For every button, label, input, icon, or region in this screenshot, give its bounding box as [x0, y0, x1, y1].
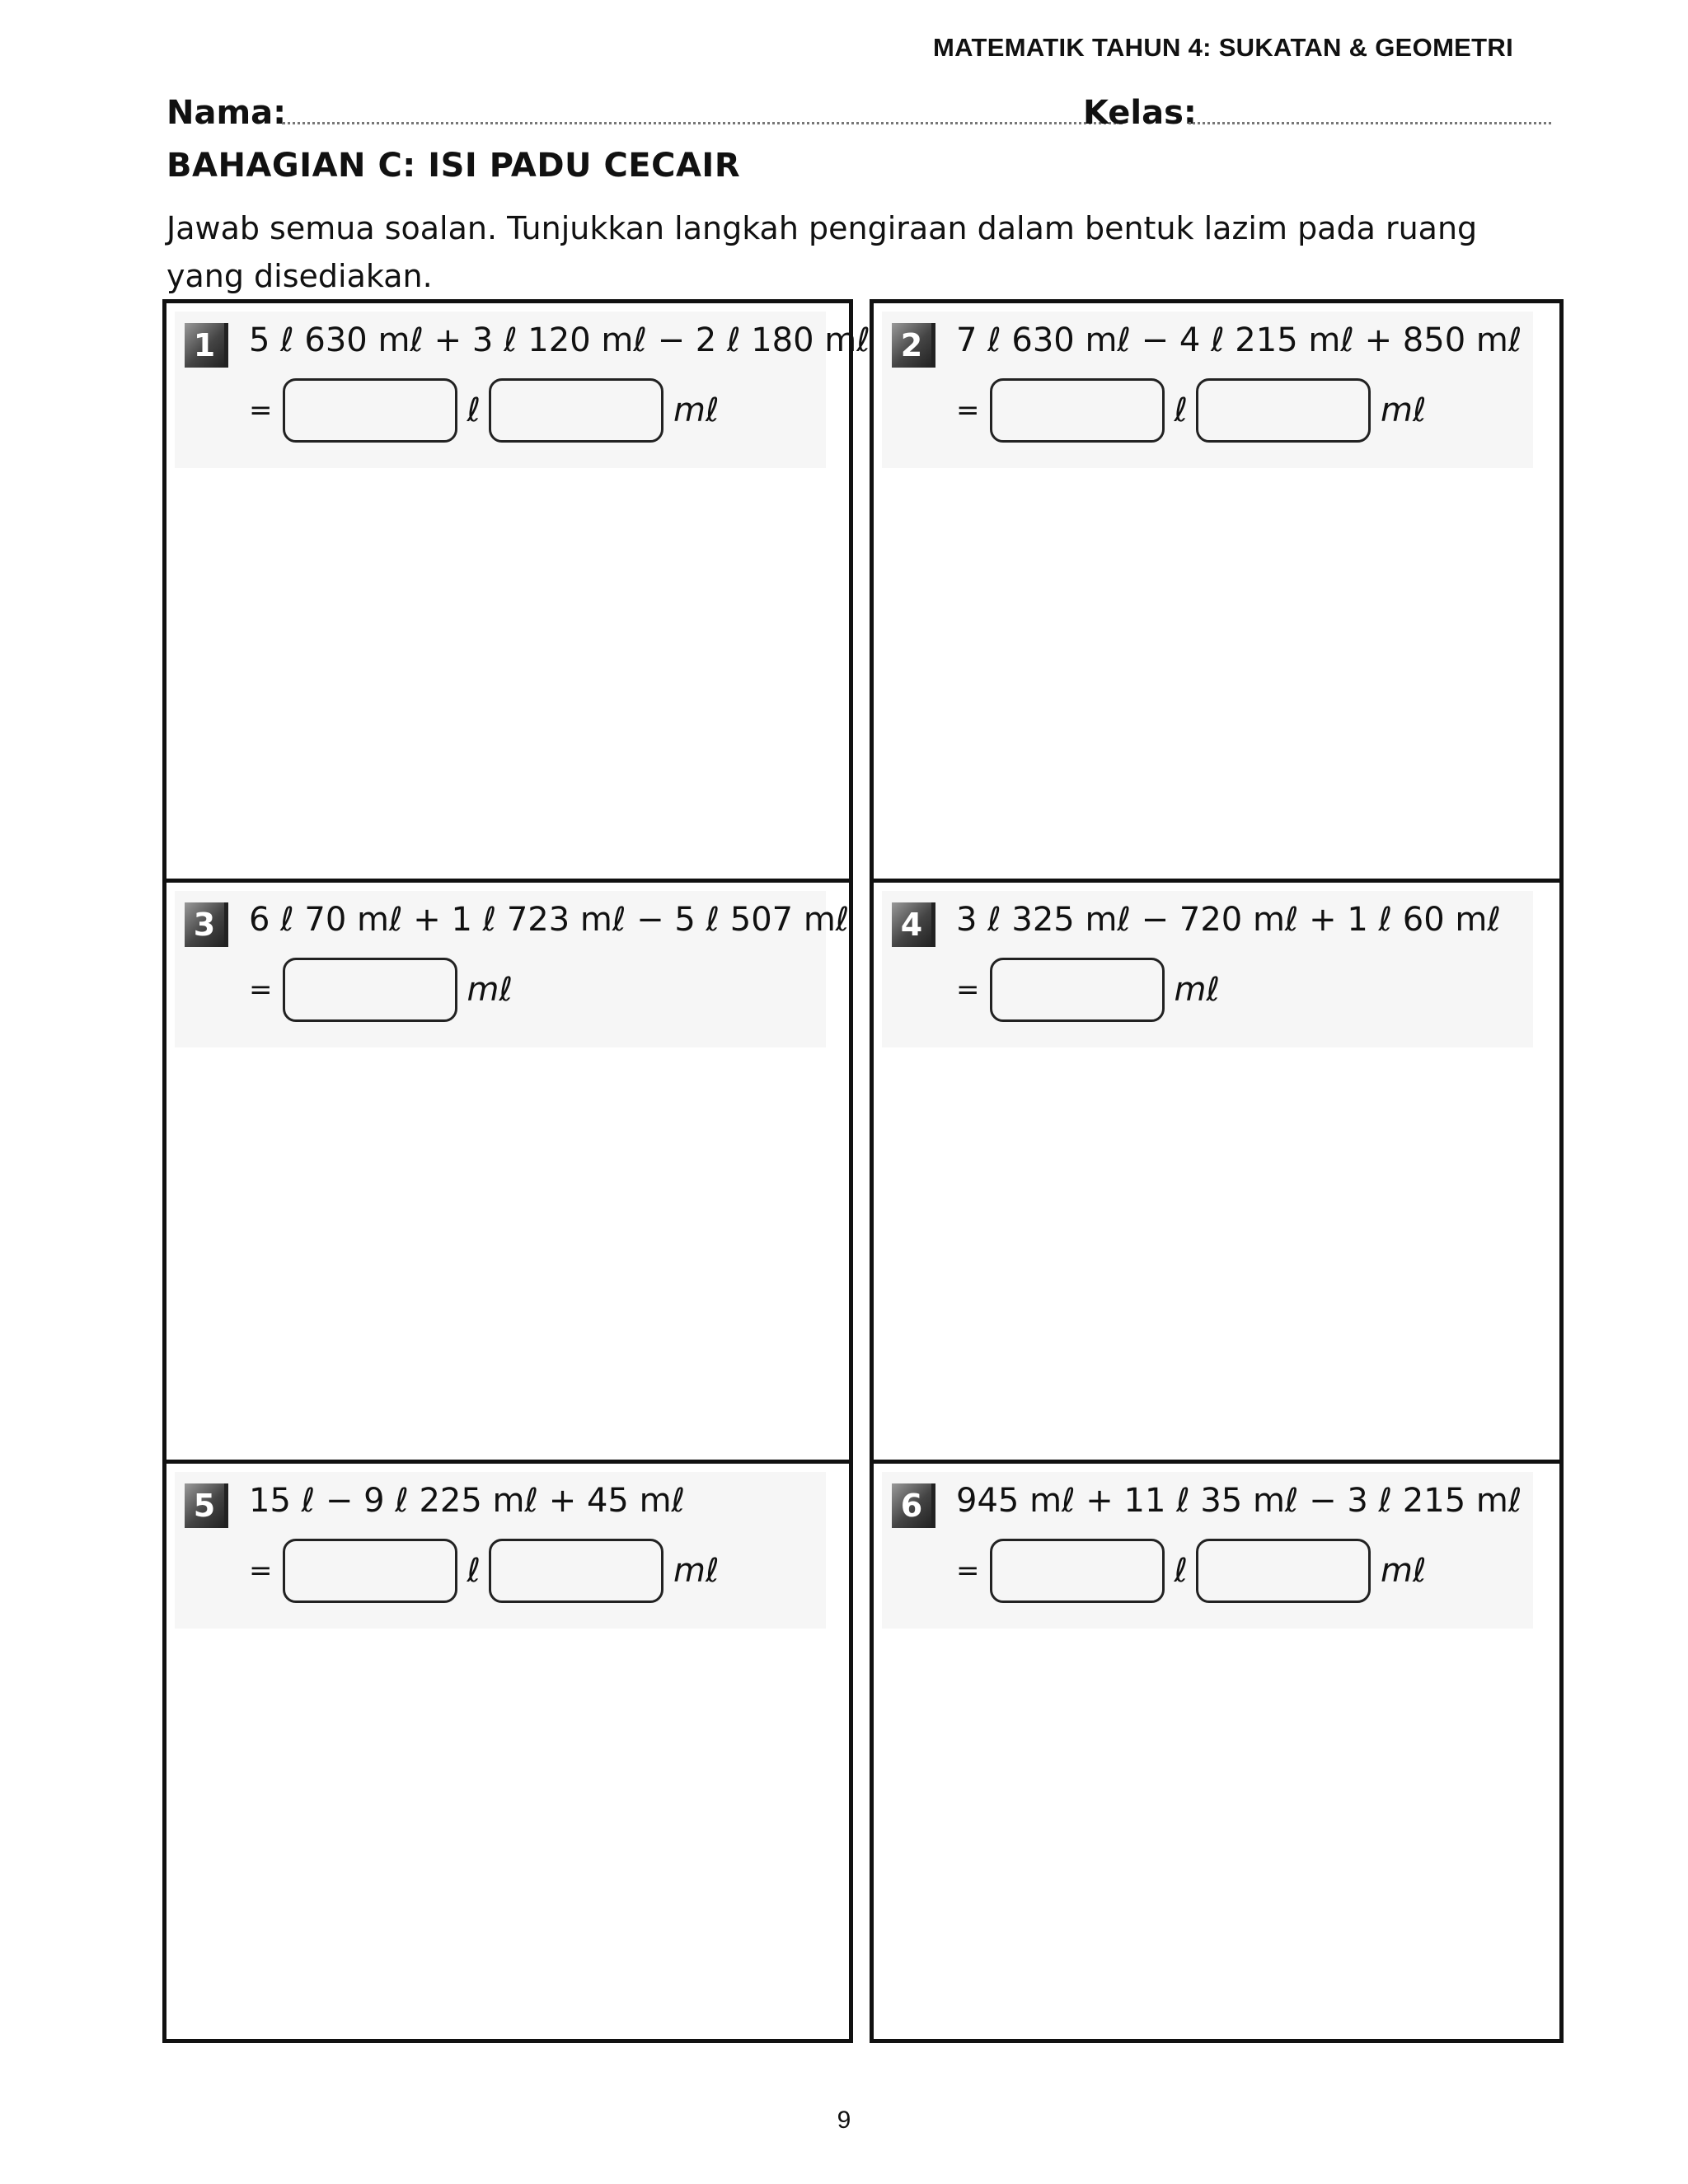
question-expression: 6 ℓ 70 mℓ + 1 ℓ 723 mℓ − 5 ℓ 507 mℓ — [249, 901, 850, 939]
equals-sign: = — [249, 394, 273, 427]
unit-label: mℓ — [1381, 1552, 1427, 1590]
question-1 — [162, 299, 870, 883]
equals-sign: = — [956, 973, 980, 1006]
question-6 — [870, 1460, 1564, 2043]
equals-sign: = — [249, 1554, 273, 1587]
question-number: 5 — [185, 1483, 228, 1528]
unit-label: ℓ — [1174, 1552, 1189, 1590]
equals-sign: = — [956, 394, 980, 427]
answer-box-millilitre[interactable] — [1196, 1539, 1371, 1603]
answer-row — [956, 376, 1435, 445]
question-3 — [162, 879, 853, 1464]
question-5 — [162, 1460, 853, 2043]
answer-row — [249, 955, 521, 1024]
question-number: 2 — [892, 323, 935, 368]
class-field[interactable] — [1189, 122, 1551, 124]
unit-label: ℓ — [1174, 391, 1189, 429]
answer-box-litre[interactable] — [990, 378, 1165, 443]
question-number: 3 — [185, 902, 228, 947]
unit-label: mℓ — [673, 1552, 720, 1590]
answer-box-millilitre[interactable] — [283, 958, 457, 1022]
question-number: 6 — [892, 1483, 935, 1528]
unit-label: ℓ — [467, 1552, 481, 1590]
question-4 — [870, 879, 1564, 1464]
answer-row — [249, 1536, 728, 1605]
student-info-row — [166, 94, 1551, 143]
answer-row — [249, 376, 728, 445]
answer-row — [956, 1536, 1435, 1605]
question-2 — [870, 299, 1564, 883]
answer-box-millilitre[interactable] — [990, 958, 1165, 1022]
question-expression: 7 ℓ 630 mℓ − 4 ℓ 215 mℓ + 850 mℓ — [956, 321, 1522, 359]
answer-box-litre[interactable] — [283, 1539, 457, 1603]
instructions: Jawab semua soalan. Tunjukkan langkah pengiraan dalam bentuk lazim pada ruang yang disediakan. — [166, 210, 1478, 294]
section-title: BAHAGIAN C: ISI PADU CECAIR — [166, 147, 741, 185]
answer-box-millilitre[interactable] — [489, 378, 663, 443]
answer-box-litre[interactable] — [283, 378, 457, 443]
equals-sign: = — [249, 973, 273, 1006]
name-label: Nama: — [166, 94, 287, 132]
answer-box-litre[interactable] — [990, 1539, 1165, 1603]
question-expression: 15 ℓ − 9 ℓ 225 mℓ + 45 mℓ — [249, 1482, 686, 1520]
question-expression: 945 mℓ + 11 ℓ 35 mℓ − 3 ℓ 215 mℓ — [956, 1482, 1522, 1520]
unit-label: mℓ — [673, 391, 720, 429]
question-number: 1 — [185, 323, 228, 368]
answer-row — [956, 955, 1228, 1024]
question-expression: 5 ℓ 630 mℓ + 3 ℓ 120 mℓ − 2 ℓ 180 mℓ — [249, 321, 870, 359]
page-number: 9 — [837, 2107, 851, 2134]
answer-box-millilitre[interactable] — [1196, 378, 1371, 443]
running-header: MATEMATIK TAHUN 4: SUKATAN & GEOMETRI — [933, 33, 1513, 62]
unit-label: ℓ — [467, 391, 481, 429]
name-field[interactable] — [282, 122, 1123, 124]
unit-label: mℓ — [467, 971, 513, 1009]
unit-label: mℓ — [1381, 391, 1427, 429]
question-expression: 3 ℓ 325 mℓ − 720 mℓ + 1 ℓ 60 mℓ — [956, 901, 1501, 939]
unit-label: mℓ — [1174, 971, 1220, 1009]
equals-sign: = — [956, 1554, 980, 1587]
question-grid — [162, 299, 1564, 2043]
class-label: Kelas: — [1083, 94, 1197, 132]
question-number: 4 — [892, 902, 935, 947]
answer-box-millilitre[interactable] — [489, 1539, 663, 1603]
